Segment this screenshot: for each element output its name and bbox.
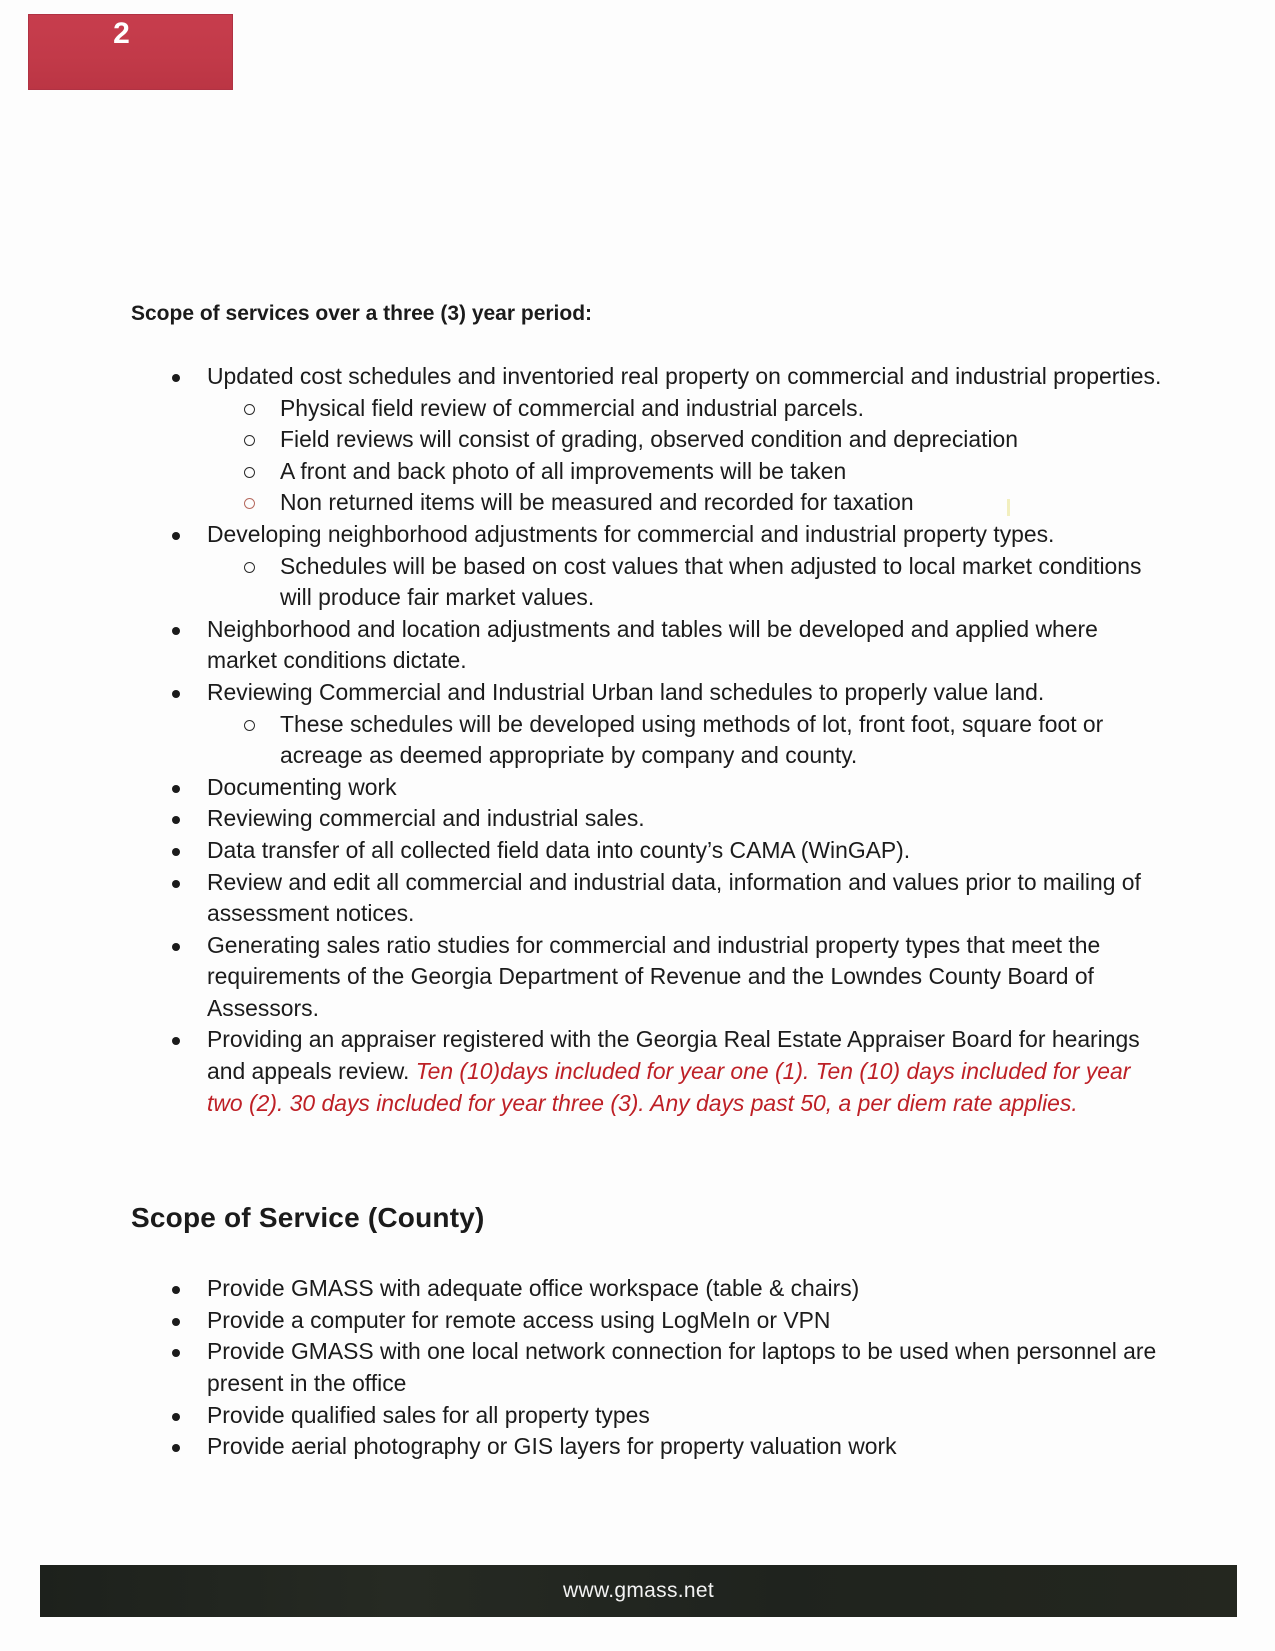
list-item	[131, 835, 1165, 867]
sub-list-item-text: Schedules will be based on cost values that when adjusted to local market conditions will produce fair market values.	[280, 552, 1142, 611]
list-item-text: Provide GMASS with one local network connection for laptops to be used when personnel are present in the office	[207, 1338, 1157, 1397]
list-item-text: Data transfer of all collected field data into county’s CAMA (WinGAP).	[207, 836, 911, 863]
sub-list-item	[207, 393, 1165, 425]
sub-list-item-text: These schedules will be developed using methods of lot, front foot, square foot or acreage as deemed appropriate by company and county.	[280, 710, 1104, 769]
sub-list-item	[207, 709, 1165, 772]
list-item-text: Updated cost schedules and inventoried real property on commercial and industrial properties.	[207, 363, 1162, 389]
list-item	[131, 677, 1165, 772]
list-item-text: Provide qualified sales for all property types	[207, 1401, 650, 1428]
list-item-text: Reviewing commercial and industrial sales.	[207, 805, 645, 832]
list-item	[131, 1336, 1165, 1399]
list-item	[131, 614, 1165, 677]
sub-list	[207, 551, 1165, 614]
list-item-text: Provide aerial photography or GIS layers for property valuation work	[207, 1433, 897, 1460]
list-item-text: Providing an appraiser registered with the Georgia Real Estate Appraiser Board for hearings and appeals review.	[207, 1026, 1140, 1085]
sub-list-item	[207, 551, 1165, 614]
list-item-text: Reviewing Commercial and Industrial Urban land schedules to properly value land.	[207, 678, 1045, 705]
sub-list-item-text: Field reviews will consist of grading, observed condition and depreciation	[280, 426, 1018, 453]
list-item-text: Provide GMASS with adequate office workspace (table & chairs)	[207, 1275, 860, 1302]
page-number: 2	[113, 17, 130, 50]
list-item	[131, 1305, 1165, 1337]
sub-list	[207, 393, 1165, 519]
scope-county-list	[131, 1273, 1165, 1463]
list-item	[131, 1273, 1165, 1305]
list-item	[131, 1431, 1165, 1463]
scope-services-list	[131, 361, 1165, 1119]
list-item	[131, 803, 1165, 835]
list-item	[131, 930, 1165, 1025]
list-item	[131, 361, 1165, 519]
sub-list-item	[207, 487, 1165, 519]
list-item-text: Review and edit all commercial and industrial data, information and values prior to mailing of assessment notices.	[207, 868, 1141, 927]
scan-highlight-artifact	[1007, 499, 1010, 516]
list-item-text: Provide a computer for remote access using LogMeIn or VPN	[207, 1306, 831, 1333]
list-item-text: Documenting work	[207, 773, 397, 800]
list-item-text: Generating sales ratio studies for commercial and industrial property types that meet the requirements of the Georgia Department of Revenue and the Lowndes County Board of Assessors.	[207, 931, 1101, 1021]
sub-list	[207, 709, 1165, 772]
list-item	[131, 1400, 1165, 1432]
list-item	[131, 867, 1165, 930]
sub-list-item-text: Physical field review of commercial and industrial parcels.	[280, 394, 864, 421]
section-heading-scope-county: Scope of Service (County)	[131, 1202, 485, 1234]
list-item	[131, 1024, 1165, 1119]
list-item	[131, 772, 1165, 804]
sub-list-item	[207, 424, 1165, 456]
page-number-tab	[28, 14, 233, 90]
list-item-text: Neighborhood and location adjustments and tables will be developed and applied where market conditions dictate.	[207, 615, 1098, 674]
list-item-text: Developing neighborhood adjustments for commercial and industrial property types.	[207, 520, 1055, 547]
sub-list-item	[207, 456, 1165, 488]
list-item-note-red: Ten (10)days included for year one (1). Ten (10) days included for year two (2). 30 days included for year three (3). Any days past 50, a per diem rate applies.	[207, 1058, 1131, 1116]
document-body	[131, 300, 1165, 1463]
sub-list-item-text: Non returned items will be measured and recorded for taxation	[280, 489, 914, 516]
sub-list-item-text: A front and back photo of all improvements will be taken	[280, 457, 847, 484]
list-item	[131, 519, 1165, 614]
section-heading-scope-services: Scope of services over a three (3) year period:	[131, 302, 593, 325]
footer-url: www.gmass.net	[563, 1579, 714, 1602]
footer-bar	[40, 1565, 1237, 1617]
